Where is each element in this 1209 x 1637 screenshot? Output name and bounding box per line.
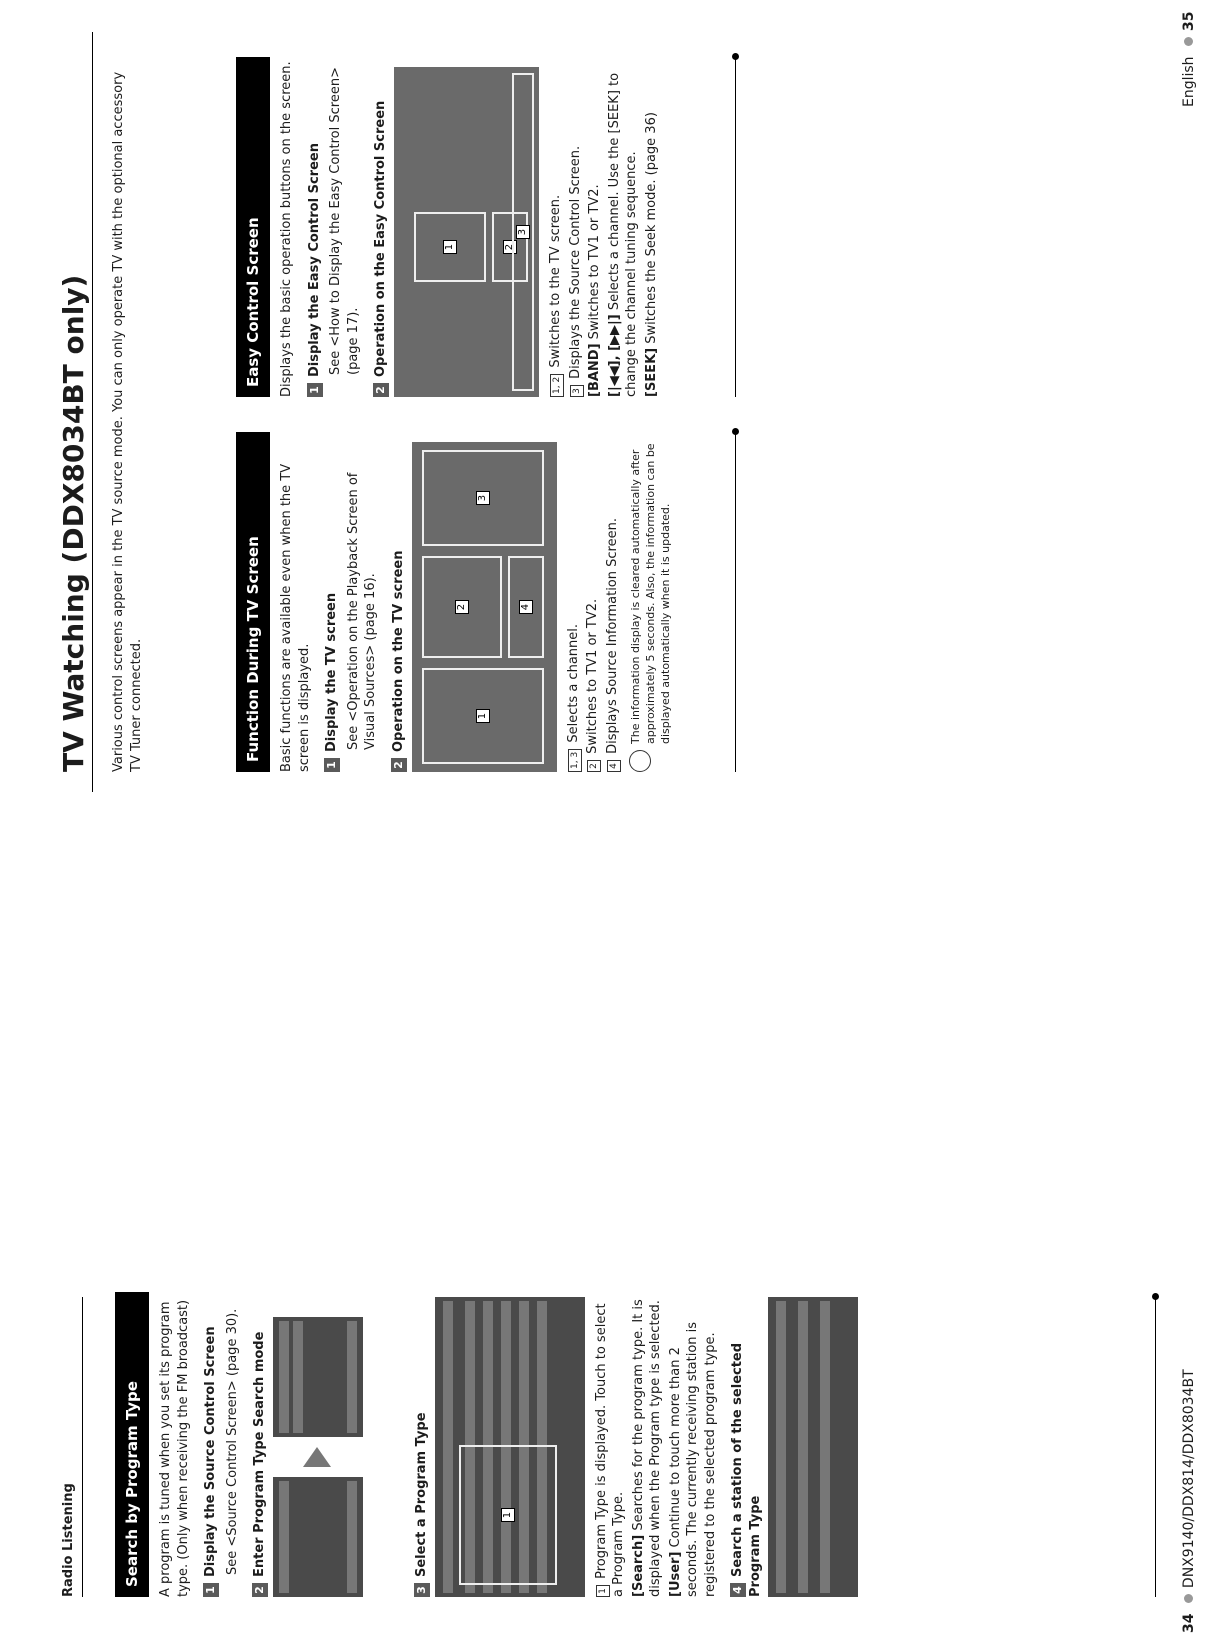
def-search: [Search] Searches for the program type. It is displayed when the Program type is selected. bbox=[630, 1299, 664, 1597]
step-1 bbox=[202, 1292, 220, 1597]
step-2: 2Operation on the Easy Control Screen bbox=[372, 57, 390, 397]
callout-3: 3 bbox=[422, 450, 544, 546]
footer-dot-icon bbox=[1184, 1594, 1193, 1603]
source-control-screenshot bbox=[273, 1477, 363, 1597]
footer-dot-icon bbox=[1184, 37, 1193, 46]
step-number: 2 bbox=[252, 1583, 268, 1597]
callout-3: 3 bbox=[512, 73, 534, 391]
step-title: Enter Program Type Search mode bbox=[252, 1331, 268, 1577]
def-select-channel: 1, 3 Selects a channel. bbox=[565, 432, 583, 772]
left-end-rule bbox=[1155, 1297, 1156, 1597]
tv-screen-screenshot bbox=[412, 442, 557, 772]
def-source-control: 3 Displays the Source Control Screen. bbox=[567, 57, 585, 397]
tv-intro: Various control screens appear in the TV source mode. You can only operate TV with the optional accessory TV Tuner connected. bbox=[111, 71, 144, 772]
end-dot bbox=[732, 428, 739, 435]
note: The information display is cleared automatically after approximately 5 seconds. Also, the information can be displayed automatically when it is updated. bbox=[629, 432, 674, 772]
step-number: 4 bbox=[730, 1583, 746, 1597]
def-user: [User] Continue to touch more than 2 seconds. The currently receiving station is registered to the selected program type. bbox=[667, 1321, 718, 1597]
step-1: 1Display the Easy Control Screen bbox=[306, 57, 324, 397]
program-type-list-screenshot bbox=[435, 1297, 585, 1597]
callout-2: 2 bbox=[422, 556, 502, 658]
callout-1: 1 bbox=[422, 668, 544, 764]
program-type-mode-screenshot bbox=[273, 1317, 363, 1437]
search-by-program-type-section bbox=[115, 1292, 858, 1597]
arrow-right-icon bbox=[303, 1447, 331, 1467]
step-4 bbox=[729, 1292, 764, 1597]
step-title: Search a station of the selected Program Type bbox=[730, 1342, 763, 1597]
def-switch-tv-screen: 1, 2 Switches to the TV screen. bbox=[547, 57, 565, 397]
step-2 bbox=[251, 1292, 269, 1597]
right-footer: English 35 bbox=[1181, 11, 1197, 107]
def-band: [BAND] Switches to TV1 or TV2. bbox=[587, 184, 603, 397]
step-number: 1 bbox=[203, 1583, 219, 1597]
section-intro: A program is tuned when you set its program type. (Only when receiving the FM broadcast) bbox=[158, 1299, 191, 1597]
running-head: Radio Listening bbox=[60, 1297, 83, 1597]
step-number: 3 bbox=[414, 1583, 430, 1597]
def-switch-tv: 2 Switches to TV1 or TV2. bbox=[584, 432, 602, 772]
end-dot bbox=[1152, 1293, 1159, 1300]
station-search-screenshot bbox=[768, 1297, 858, 1597]
step-title: Select a Program Type bbox=[413, 1412, 429, 1577]
step-1: 1Display the TV screen bbox=[323, 432, 341, 772]
step-title: Display the Source Control Screen bbox=[203, 1326, 219, 1577]
def-seek: [SEEK] Switches the Seek mode. (page 36) bbox=[643, 112, 659, 397]
step-1-body: See <Source Control Screen> (page 30). bbox=[224, 1308, 240, 1575]
note-icon bbox=[629, 750, 651, 772]
function-during-tv-section: Function During TV Screen Basic functions are available even when the TV screen is displayed. 1Display the TV screen See <Operation on the Playback Screen of Visual Sources> (page 16). 2Operation on the TV screen 1 2 3 4 1, 3 Selects a channel. 2 Switches to TV1 or TV2. 4 Displays Source Information Screen. The information display is cleared automatically after approximately 5 seconds. Also, the information can be displayed automatically when it is updated. bbox=[236, 432, 674, 772]
step-2-screens bbox=[273, 1292, 403, 1597]
def-source-info: 4 Displays Source Information Screen. bbox=[604, 432, 622, 772]
def-skip-buttons: [|◀◀], [▶▶|] Selects a channel. Use the [SEEK] to change the channel tuning sequence. bbox=[606, 72, 640, 397]
function-end-rule bbox=[735, 432, 736, 772]
end-dot bbox=[732, 53, 739, 60]
callout-4: 4 bbox=[508, 556, 544, 658]
callout-2: 2 bbox=[492, 212, 528, 282]
tv-watching-title: TV Watching (DDX8034BT only) bbox=[57, 274, 90, 772]
section-title: Search by Program Type bbox=[115, 1292, 149, 1597]
callout-1: 1 bbox=[414, 212, 486, 282]
easy-control-screenshot bbox=[394, 67, 539, 397]
callout-1: 1 bbox=[459, 1445, 557, 1585]
def-program-type: 1 Program Type is displayed. Touch to select a Program Type. bbox=[593, 1303, 627, 1597]
step-3 bbox=[413, 1292, 431, 1597]
easy-control-section: Easy Control Screen Displays the basic operation buttons on the screen. 1Display the Easy Control Screen See <How to Display the Easy Control Screen> (page 17). 2Operation on the Easy Control Screen 1 2 3 1, 2 Switches to the TV screen. 3 Displays the Source Control Screen. [BAND] Switches to TV1 or TV2. [|◀◀], [▶▶|] Selects a channel. Use the [SEEK] to change the channel tuning sequence. [SEEK] Switches the Seek mode. (page 36) bbox=[236, 57, 662, 397]
left-page-running-head bbox=[60, 1297, 83, 1597]
step-2: 2Operation on the TV screen bbox=[390, 432, 408, 772]
easy-end-rule bbox=[735, 57, 736, 397]
left-footer: 34 DNX9140/DDX814/DDX8034BT bbox=[1181, 1369, 1197, 1633]
